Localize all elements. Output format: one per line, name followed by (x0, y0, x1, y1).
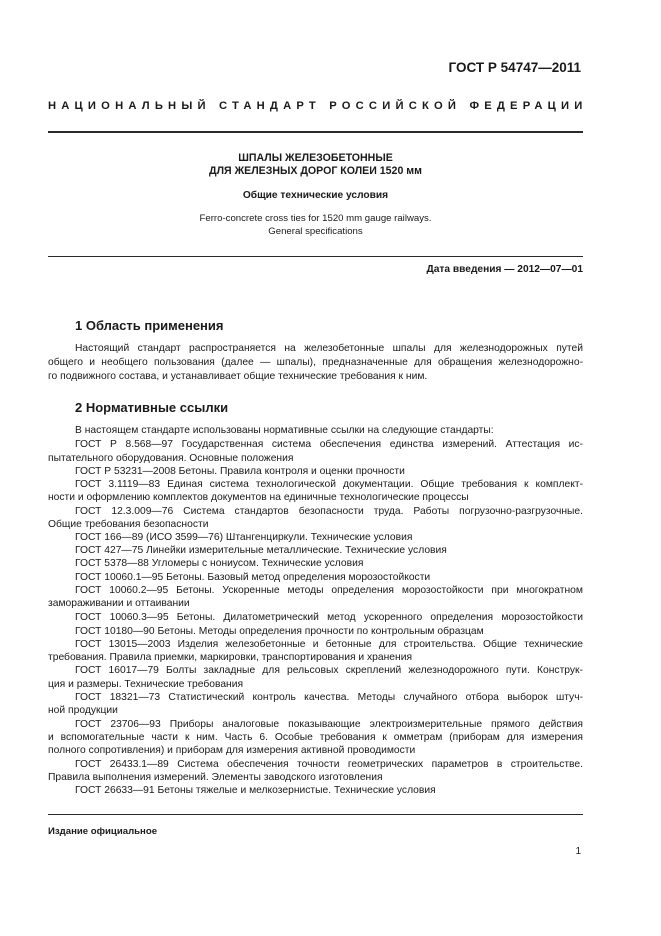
page-number: 1 (575, 846, 581, 857)
footer-divider (48, 814, 583, 815)
section-1-heading: 1 Область применения (75, 318, 224, 333)
section-2-heading: 2 Нормативные ссылки (75, 400, 229, 415)
section-2-line: ГОСТ 26633—91 Бетоны тяжелые и мелкозернистые. Технические условия (75, 785, 436, 796)
section-2-line: ГОСТ 427—75 Линейки измерительные металлические. Технические условия (75, 545, 447, 556)
section-2-line: Общие требования безопасности (48, 519, 209, 530)
section-2-line: ция и размеры. Технические требования (48, 679, 244, 690)
standard-number: ГОСТ Р 54747—2011 (448, 60, 581, 75)
section-1-line: го подвижного состава, и устанавливает общие технические требования к ним. (48, 371, 428, 382)
section-2-line: ной продукции (48, 705, 118, 716)
section-2-line: и вспомогательные части к ним. Часть 6. Особые требования к омметрам (приборам для измерения (48, 732, 583, 743)
section-2-line: ГОСТ 13015—2003 Изделия железобетонные и бетонные для строительства. Общие технические (75, 639, 583, 650)
section-2-line: требования. Правила приемки, маркировки, транспортирования и хранения (48, 652, 413, 663)
section-2-line: ности и оформлению комплектов документов на единичные технологические процессы (48, 492, 469, 503)
section-2-line: ГОСТ 10060.1—95 Бетоны. Базовый метод определения морозостойкости (75, 572, 431, 583)
section-2-line: Правила выполнения измерений. Элементы заводского изготовления (48, 772, 383, 783)
section-2-line: В настоящем стандарте использованы нормативные ссылки на следующие стандарты: (75, 425, 494, 436)
section-1-line: Настоящий стандарт распространяется на железобетонные шпалы для железнодорожных путей (75, 343, 583, 354)
section-2-line: замораживании и оттаивании (48, 598, 190, 609)
english-title-line-2: General specifications (268, 226, 363, 237)
title-divider (48, 256, 583, 257)
section-2-line: ГОСТ 16017—79 Болты закладные для рельсовых скреплений железнодорожного пути. Конструк- (75, 665, 583, 676)
section-2-line: ГОСТ 166—89 (ИСО 3599—76) Штангенциркули. Технические условия (75, 532, 413, 543)
section-2-line: ГОСТ 26433.1—89 Система обеспечения точности геометрических параметров в строительстве. (75, 759, 583, 770)
national-standard-banner: НАЦИОНАЛЬНЫЙ СТАНДАРТ РОССИЙСКОЙ ФЕДЕРАЦИИ (48, 100, 588, 112)
section-2-line: ГОСТ 10180—90 Бетоны. Методы определения прочности по контрольным образцам (75, 626, 484, 637)
subtitle: Общие технические условия (242, 190, 389, 201)
english-title-line-1: Ferro-concrete cross ties for 1520 mm gauge railways. (199, 213, 432, 224)
section-2-line: пытательного оборудования. Основные положения (48, 453, 294, 464)
section-2-line: ГОСТ Р 8.568—97 Государственная система обеспечения единства измерений. Аттестация ис- (75, 439, 583, 450)
section-2-line: ГОСТ 12.3.009—76 Система стандартов безопасности труда. Работы погрузочно-разгрузочные. (75, 506, 583, 517)
section-2-line: ГОСТ 3.1119—83 Единая система технологической документации. Общие требования к комплект- (75, 479, 583, 490)
section-2-line: ГОСТ 5378—88 Угломеры с нониусом. Технические условия (75, 558, 364, 569)
section-2-line: ГОСТ 10060.3—95 Бетоны. Дилатометрический метод ускоренного определения морозостойкости (75, 612, 583, 623)
section-2-line: ГОСТ 23706—93 Приборы аналоговые показывающие электроизмерительные прямого действия (75, 719, 583, 730)
section-2-line: ГОСТ Р 53231—2008 Бетоны. Правила контроля и оценки прочности (75, 466, 405, 477)
section-2-line: ГОСТ 10060.2—95 Бетоны. Ускоренные методы определения морозостойкости при многократном (75, 585, 583, 596)
top-divider (48, 131, 583, 133)
title-line-1: ШПАЛЫ ЖЕЛЕЗОБЕТОННЫЕ (238, 152, 393, 164)
title-line-2: ДЛЯ ЖЕЛЕЗНЫХ ДОРОГ КОЛЕИ 1520 мм (209, 165, 422, 177)
introduction-date: Дата введения — 2012—07—01 (426, 264, 583, 275)
official-edition-note: Издание официальное (48, 826, 158, 837)
section-1-line: общего и необщего пользования (далее — шпалы), предназначенные для обращения железнодорожно- (48, 357, 583, 368)
section-2-line: полного сопротивления) и приборам для измерения активной проводимости (48, 745, 416, 756)
section-2-line: ГОСТ 18321—73 Статистический контроль качества. Методы случайного отбора выборок штуч- (75, 692, 583, 703)
